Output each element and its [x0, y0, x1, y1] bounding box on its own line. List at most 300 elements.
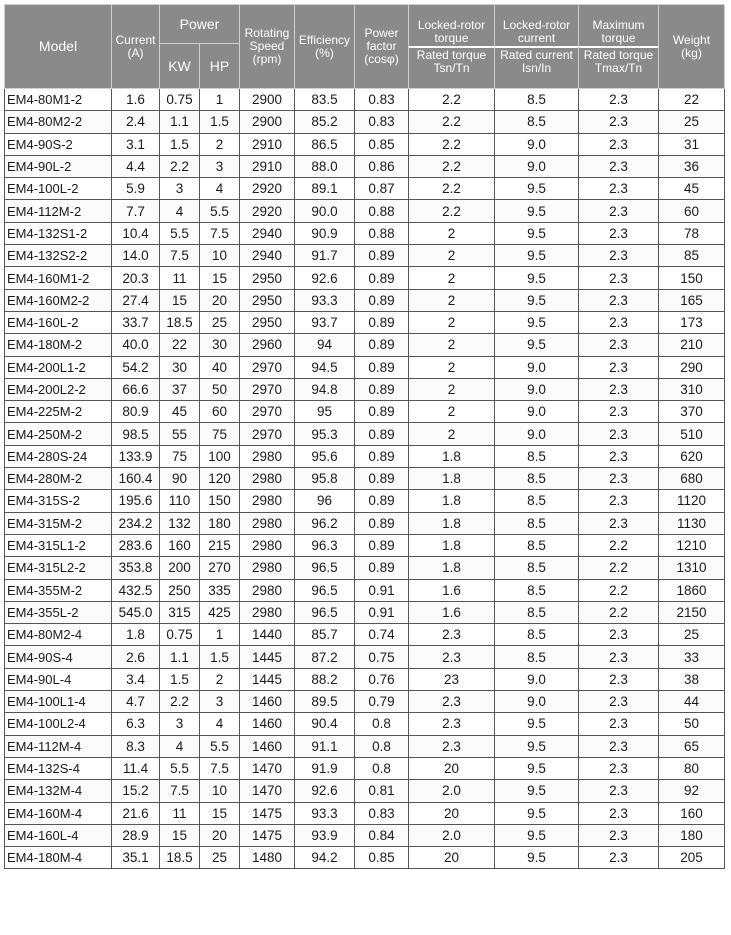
cell-current: 40.0 [112, 334, 160, 356]
cell-model: EM4-132S2-2 [5, 245, 112, 267]
cell-model: EM4-280S-24 [5, 445, 112, 467]
cell-locked-rotor-current-ratio: 9.5 [495, 200, 579, 222]
cell-power-factor: 0.85 [355, 133, 409, 155]
cell-power-hp: 75 [200, 423, 240, 445]
cell-rotating-speed: 2960 [240, 334, 295, 356]
cell-current: 4.4 [112, 155, 160, 177]
cell-rotating-speed: 1445 [240, 646, 295, 668]
cell-model: EM4-160M1-2 [5, 267, 112, 289]
cell-weight: 78 [659, 222, 725, 244]
cell-current: 195.6 [112, 490, 160, 512]
cell-power-factor: 0.89 [355, 445, 409, 467]
cell-model: EM4-315L2-2 [5, 557, 112, 579]
cell-weight: 620 [659, 445, 725, 467]
cell-power-kw: 132 [160, 512, 200, 534]
cell-power-kw: 315 [160, 601, 200, 623]
cell-model: EM4-315L1-2 [5, 534, 112, 556]
cell-efficiency: 86.5 [295, 133, 355, 155]
header-model: Model [5, 5, 112, 89]
cell-power-hp: 4 [200, 713, 240, 735]
cell-locked-rotor-current-ratio: 9.5 [495, 245, 579, 267]
cell-efficiency: 94.5 [295, 356, 355, 378]
cell-locked-rotor-current-ratio: 9.0 [495, 668, 579, 690]
cell-locked-rotor-current-ratio: 8.5 [495, 111, 579, 133]
cell-power-kw: 0.75 [160, 624, 200, 646]
cell-power-hp: 60 [200, 401, 240, 423]
cell-locked-rotor-torque-ratio: 20 [409, 757, 495, 779]
cell-current: 28.9 [112, 824, 160, 846]
cell-efficiency: 92.6 [295, 780, 355, 802]
cell-current: 353.8 [112, 557, 160, 579]
cell-weight: 92 [659, 780, 725, 802]
cell-locked-rotor-current-ratio: 9.0 [495, 378, 579, 400]
cell-maximum-torque-ratio: 2.3 [579, 401, 659, 423]
cell-locked-rotor-current-ratio: 8.5 [495, 468, 579, 490]
cell-efficiency: 83.5 [295, 89, 355, 111]
cell-model: EM4-90L-2 [5, 155, 112, 177]
cell-power-factor: 0.89 [355, 468, 409, 490]
cell-power-hp: 335 [200, 579, 240, 601]
cell-weight: 180 [659, 824, 725, 846]
cell-weight: 31 [659, 133, 725, 155]
cell-efficiency: 88.0 [295, 155, 355, 177]
cell-maximum-torque-ratio: 2.3 [579, 267, 659, 289]
table-row [5, 802, 725, 824]
cell-model: EM4-112M-2 [5, 200, 112, 222]
cell-power-kw: 55 [160, 423, 200, 445]
cell-power-kw: 200 [160, 557, 200, 579]
cell-locked-rotor-current-ratio: 9.5 [495, 780, 579, 802]
cell-power-kw: 4 [160, 735, 200, 757]
cell-locked-rotor-current-ratio: 8.5 [495, 601, 579, 623]
cell-power-hp: 1 [200, 624, 240, 646]
cell-rotating-speed: 2980 [240, 601, 295, 623]
cell-power-kw: 1.5 [160, 668, 200, 690]
cell-locked-rotor-torque-ratio: 2.2 [409, 178, 495, 200]
table-row [5, 89, 725, 111]
cell-rotating-speed: 1475 [240, 802, 295, 824]
cell-power-kw: 3 [160, 713, 200, 735]
cell-power-kw: 37 [160, 378, 200, 400]
cell-efficiency: 91.1 [295, 735, 355, 757]
cell-model: EM4-180M-4 [5, 847, 112, 869]
cell-model: EM4-112M-4 [5, 735, 112, 757]
cell-weight: 1310 [659, 557, 725, 579]
cell-locked-rotor-current-ratio: 8.5 [495, 89, 579, 111]
table-row [5, 378, 725, 400]
header-power-factor: Power factor (cosφ) [355, 5, 409, 89]
cell-power-hp: 20 [200, 824, 240, 846]
cell-maximum-torque-ratio: 2.3 [579, 847, 659, 869]
header-weight: Weight (kg) [659, 5, 725, 89]
cell-maximum-torque-ratio: 2.3 [579, 423, 659, 445]
cell-rotating-speed: 2980 [240, 534, 295, 556]
cell-current: 8.3 [112, 735, 160, 757]
cell-efficiency: 85.2 [295, 111, 355, 133]
cell-power-factor: 0.83 [355, 802, 409, 824]
cell-weight: 1210 [659, 534, 725, 556]
cell-maximum-torque-ratio: 2.2 [579, 579, 659, 601]
cell-current: 160.4 [112, 468, 160, 490]
cell-locked-rotor-current-ratio: 9.5 [495, 222, 579, 244]
cell-rotating-speed: 2940 [240, 245, 295, 267]
cell-locked-rotor-current-ratio: 8.5 [495, 534, 579, 556]
cell-weight: 80 [659, 757, 725, 779]
cell-locked-rotor-torque-ratio: 2 [409, 334, 495, 356]
cell-efficiency: 92.6 [295, 267, 355, 289]
cell-power-factor: 0.74 [355, 624, 409, 646]
cell-power-factor: 0.8 [355, 735, 409, 757]
cell-power-hp: 15 [200, 267, 240, 289]
cell-locked-rotor-torque-ratio: 2 [409, 267, 495, 289]
cell-efficiency: 90.0 [295, 200, 355, 222]
cell-locked-rotor-current-ratio: 8.5 [495, 579, 579, 601]
cell-current: 27.4 [112, 289, 160, 311]
cell-power-kw: 11 [160, 802, 200, 824]
cell-model: EM4-315S-2 [5, 490, 112, 512]
cell-rotating-speed: 1470 [240, 780, 295, 802]
cell-maximum-torque-ratio: 2.3 [579, 757, 659, 779]
cell-locked-rotor-torque-ratio: 1.8 [409, 490, 495, 512]
cell-current: 2.4 [112, 111, 160, 133]
cell-power-hp: 150 [200, 490, 240, 512]
cell-maximum-torque-ratio: 2.2 [579, 557, 659, 579]
cell-power-kw: 11 [160, 267, 200, 289]
cell-current: 432.5 [112, 579, 160, 601]
cell-power-factor: 0.81 [355, 780, 409, 802]
cell-power-hp: 1.5 [200, 646, 240, 668]
cell-locked-rotor-torque-ratio: 2 [409, 289, 495, 311]
cell-model: EM4-132S-4 [5, 757, 112, 779]
table-row [5, 178, 725, 200]
cell-maximum-torque-ratio: 2.3 [579, 89, 659, 111]
cell-model: EM4-180M-2 [5, 334, 112, 356]
cell-efficiency: 95.6 [295, 445, 355, 467]
cell-locked-rotor-torque-ratio: 2.2 [409, 200, 495, 222]
cell-locked-rotor-current-ratio: 8.5 [495, 557, 579, 579]
cell-power-factor: 0.89 [355, 423, 409, 445]
cell-efficiency: 95.3 [295, 423, 355, 445]
cell-power-factor: 0.91 [355, 601, 409, 623]
cell-locked-rotor-current-ratio: 9.5 [495, 178, 579, 200]
cell-power-hp: 3 [200, 155, 240, 177]
cell-model: EM4-280M-2 [5, 468, 112, 490]
cell-current: 21.6 [112, 802, 160, 824]
cell-rotating-speed: 1440 [240, 624, 295, 646]
cell-locked-rotor-current-ratio: 9.0 [495, 423, 579, 445]
cell-maximum-torque-ratio: 2.3 [579, 111, 659, 133]
cell-power-factor: 0.87 [355, 178, 409, 200]
cell-rotating-speed: 1475 [240, 824, 295, 846]
cell-power-hp: 7.5 [200, 757, 240, 779]
cell-power-factor: 0.84 [355, 824, 409, 846]
cell-current: 545.0 [112, 601, 160, 623]
cell-locked-rotor-torque-ratio: 2 [409, 356, 495, 378]
cell-rotating-speed: 2950 [240, 289, 295, 311]
cell-power-factor: 0.89 [355, 289, 409, 311]
cell-maximum-torque-ratio: 2.3 [579, 468, 659, 490]
cell-efficiency: 88.2 [295, 668, 355, 690]
cell-model: EM4-90S-2 [5, 133, 112, 155]
cell-locked-rotor-torque-ratio: 2 [409, 311, 495, 333]
table-row [5, 512, 725, 534]
cell-power-hp: 15 [200, 802, 240, 824]
cell-maximum-torque-ratio: 2.2 [579, 534, 659, 556]
cell-maximum-torque-ratio: 2.3 [579, 445, 659, 467]
cell-locked-rotor-torque-ratio: 20 [409, 847, 495, 869]
cell-locked-rotor-torque-ratio: 2 [409, 245, 495, 267]
cell-model: EM4-80M1-2 [5, 89, 112, 111]
cell-power-hp: 270 [200, 557, 240, 579]
cell-power-hp: 3 [200, 691, 240, 713]
cell-locked-rotor-current-ratio: 9.5 [495, 289, 579, 311]
cell-power-factor: 0.88 [355, 222, 409, 244]
cell-locked-rotor-torque-ratio: 2.2 [409, 133, 495, 155]
cell-rotating-speed: 2940 [240, 222, 295, 244]
cell-locked-rotor-torque-ratio: 1.8 [409, 445, 495, 467]
cell-power-kw: 250 [160, 579, 200, 601]
table-row [5, 735, 725, 757]
cell-current: 7.7 [112, 200, 160, 222]
cell-current: 2.6 [112, 646, 160, 668]
cell-power-factor: 0.76 [355, 668, 409, 690]
cell-power-kw: 15 [160, 824, 200, 846]
cell-locked-rotor-torque-ratio: 1.8 [409, 557, 495, 579]
cell-current: 4.7 [112, 691, 160, 713]
cell-model: EM4-250M-2 [5, 423, 112, 445]
cell-power-kw: 45 [160, 401, 200, 423]
cell-locked-rotor-current-ratio: 8.5 [495, 646, 579, 668]
cell-efficiency: 90.9 [295, 222, 355, 244]
table-row [5, 245, 725, 267]
cell-power-kw: 5.5 [160, 222, 200, 244]
cell-power-factor: 0.89 [355, 534, 409, 556]
cell-weight: 210 [659, 334, 725, 356]
header-power: Power [160, 5, 240, 44]
cell-maximum-torque-ratio: 2.3 [579, 624, 659, 646]
cell-current: 66.6 [112, 378, 160, 400]
header-power-kw: KW [160, 44, 200, 89]
cell-locked-rotor-current-ratio: 9.0 [495, 155, 579, 177]
cell-current: 10.4 [112, 222, 160, 244]
cell-rotating-speed: 2970 [240, 378, 295, 400]
cell-efficiency: 94.2 [295, 847, 355, 869]
cell-weight: 33 [659, 646, 725, 668]
cell-model: EM4-200L2-2 [5, 378, 112, 400]
cell-efficiency: 96.5 [295, 579, 355, 601]
table-row [5, 668, 725, 690]
cell-efficiency: 96.5 [295, 557, 355, 579]
cell-model: EM4-200L1-2 [5, 356, 112, 378]
cell-maximum-torque-ratio: 2.3 [579, 133, 659, 155]
cell-model: EM4-100L-2 [5, 178, 112, 200]
cell-efficiency: 95.8 [295, 468, 355, 490]
cell-maximum-torque-ratio: 2.3 [579, 691, 659, 713]
cell-power-kw: 30 [160, 356, 200, 378]
cell-efficiency: 95 [295, 401, 355, 423]
cell-current: 14.0 [112, 245, 160, 267]
table-row [5, 601, 725, 623]
cell-efficiency: 93.3 [295, 289, 355, 311]
cell-maximum-torque-ratio: 2.3 [579, 802, 659, 824]
cell-rotating-speed: 2900 [240, 111, 295, 133]
cell-weight: 60 [659, 200, 725, 222]
table-row [5, 111, 725, 133]
header-power-hp: HP [200, 44, 240, 89]
cell-power-factor: 0.89 [355, 311, 409, 333]
header-locked-rotor-current: Locked-rotor current Rated current Isn/In [495, 5, 579, 89]
cell-rotating-speed: 2970 [240, 423, 295, 445]
cell-efficiency: 94 [295, 334, 355, 356]
cell-model: EM4-355M-2 [5, 579, 112, 601]
cell-model: EM4-315M-2 [5, 512, 112, 534]
cell-model: EM4-132S1-2 [5, 222, 112, 244]
table-row [5, 824, 725, 846]
table-row [5, 847, 725, 869]
cell-maximum-torque-ratio: 2.3 [579, 735, 659, 757]
cell-current: 54.2 [112, 356, 160, 378]
cell-locked-rotor-torque-ratio: 2.3 [409, 735, 495, 757]
cell-efficiency: 91.9 [295, 757, 355, 779]
table-row [5, 334, 725, 356]
cell-locked-rotor-current-ratio: 9.5 [495, 334, 579, 356]
cell-power-kw: 110 [160, 490, 200, 512]
cell-power-kw: 18.5 [160, 311, 200, 333]
cell-power-hp: 100 [200, 445, 240, 467]
table-row [5, 557, 725, 579]
cell-power-kw: 0.75 [160, 89, 200, 111]
cell-efficiency: 89.5 [295, 691, 355, 713]
cell-locked-rotor-torque-ratio: 2.2 [409, 111, 495, 133]
cell-weight: 50 [659, 713, 725, 735]
cell-maximum-torque-ratio: 2.3 [579, 668, 659, 690]
cell-maximum-torque-ratio: 2.3 [579, 713, 659, 735]
cell-power-hp: 10 [200, 245, 240, 267]
cell-power-factor: 0.89 [355, 401, 409, 423]
cell-power-hp: 120 [200, 468, 240, 490]
cell-power-factor: 0.75 [355, 646, 409, 668]
cell-locked-rotor-current-ratio: 8.5 [495, 490, 579, 512]
cell-locked-rotor-torque-ratio: 2 [409, 378, 495, 400]
cell-maximum-torque-ratio: 2.3 [579, 824, 659, 846]
cell-rotating-speed: 2950 [240, 311, 295, 333]
cell-efficiency: 93.3 [295, 802, 355, 824]
cell-weight: 36 [659, 155, 725, 177]
cell-rotating-speed: 2980 [240, 557, 295, 579]
table-row [5, 133, 725, 155]
cell-maximum-torque-ratio: 2.3 [579, 378, 659, 400]
cell-current: 35.1 [112, 847, 160, 869]
cell-model: EM4-355L-2 [5, 601, 112, 623]
cell-power-kw: 2.2 [160, 691, 200, 713]
cell-locked-rotor-torque-ratio: 2 [409, 401, 495, 423]
cell-weight: 510 [659, 423, 725, 445]
cell-model: EM4-160M2-2 [5, 289, 112, 311]
table-row [5, 624, 725, 646]
cell-power-factor: 0.91 [355, 579, 409, 601]
cell-rotating-speed: 1470 [240, 757, 295, 779]
cell-locked-rotor-torque-ratio: 1.6 [409, 579, 495, 601]
cell-rotating-speed: 2950 [240, 267, 295, 289]
cell-weight: 2150 [659, 601, 725, 623]
cell-weight: 680 [659, 468, 725, 490]
cell-current: 1.8 [112, 624, 160, 646]
cell-current: 3.4 [112, 668, 160, 690]
cell-current: 234.2 [112, 512, 160, 534]
cell-power-kw: 15 [160, 289, 200, 311]
cell-current: 98.5 [112, 423, 160, 445]
cell-current: 6.3 [112, 713, 160, 735]
cell-power-hp: 5.5 [200, 200, 240, 222]
cell-weight: 25 [659, 111, 725, 133]
table-row [5, 423, 725, 445]
cell-weight: 370 [659, 401, 725, 423]
cell-model: EM4-100L2-4 [5, 713, 112, 735]
cell-locked-rotor-torque-ratio: 1.6 [409, 601, 495, 623]
cell-weight: 45 [659, 178, 725, 200]
cell-current: 1.6 [112, 89, 160, 111]
cell-power-hp: 25 [200, 847, 240, 869]
table-row [5, 200, 725, 222]
cell-power-hp: 2 [200, 668, 240, 690]
cell-weight: 38 [659, 668, 725, 690]
cell-model: EM4-80M2-4 [5, 624, 112, 646]
cell-maximum-torque-ratio: 2.3 [579, 512, 659, 534]
cell-power-kw: 18.5 [160, 847, 200, 869]
cell-power-kw: 3 [160, 178, 200, 200]
cell-locked-rotor-torque-ratio: 20 [409, 802, 495, 824]
table-row [5, 713, 725, 735]
cell-current: 33.7 [112, 311, 160, 333]
table-row [5, 401, 725, 423]
cell-efficiency: 85.7 [295, 624, 355, 646]
cell-rotating-speed: 2980 [240, 468, 295, 490]
cell-power-hp: 25 [200, 311, 240, 333]
cell-rotating-speed: 2980 [240, 579, 295, 601]
cell-rotating-speed: 2980 [240, 445, 295, 467]
cell-power-hp: 20 [200, 289, 240, 311]
cell-power-hp: 50 [200, 378, 240, 400]
cell-locked-rotor-current-ratio: 9.5 [495, 824, 579, 846]
cell-locked-rotor-current-ratio: 9.0 [495, 691, 579, 713]
cell-power-kw: 4 [160, 200, 200, 222]
cell-efficiency: 90.4 [295, 713, 355, 735]
cell-weight: 165 [659, 289, 725, 311]
cell-current: 283.6 [112, 534, 160, 556]
cell-efficiency: 94.8 [295, 378, 355, 400]
cell-power-kw: 7.5 [160, 780, 200, 802]
cell-maximum-torque-ratio: 2.3 [579, 311, 659, 333]
table-row [5, 289, 725, 311]
header-locked-rotor-torque: Locked-rotor torque Rated torque Tsn/Tn [409, 5, 495, 89]
motor-spec-table [4, 4, 725, 869]
cell-maximum-torque-ratio: 2.2 [579, 601, 659, 623]
cell-power-hp: 425 [200, 601, 240, 623]
cell-power-hp: 7.5 [200, 222, 240, 244]
cell-rotating-speed: 2920 [240, 178, 295, 200]
table-row [5, 490, 725, 512]
cell-current: 133.9 [112, 445, 160, 467]
header-current: Current (A) [112, 5, 160, 89]
cell-maximum-torque-ratio: 2.3 [579, 222, 659, 244]
cell-power-kw: 5.5 [160, 757, 200, 779]
table-row [5, 468, 725, 490]
cell-rotating-speed: 2970 [240, 401, 295, 423]
cell-locked-rotor-current-ratio: 9.0 [495, 356, 579, 378]
header-rotating-speed: Rotating Speed (rpm) [240, 5, 295, 89]
cell-efficiency: 87.2 [295, 646, 355, 668]
cell-model: EM4-160M-4 [5, 802, 112, 824]
